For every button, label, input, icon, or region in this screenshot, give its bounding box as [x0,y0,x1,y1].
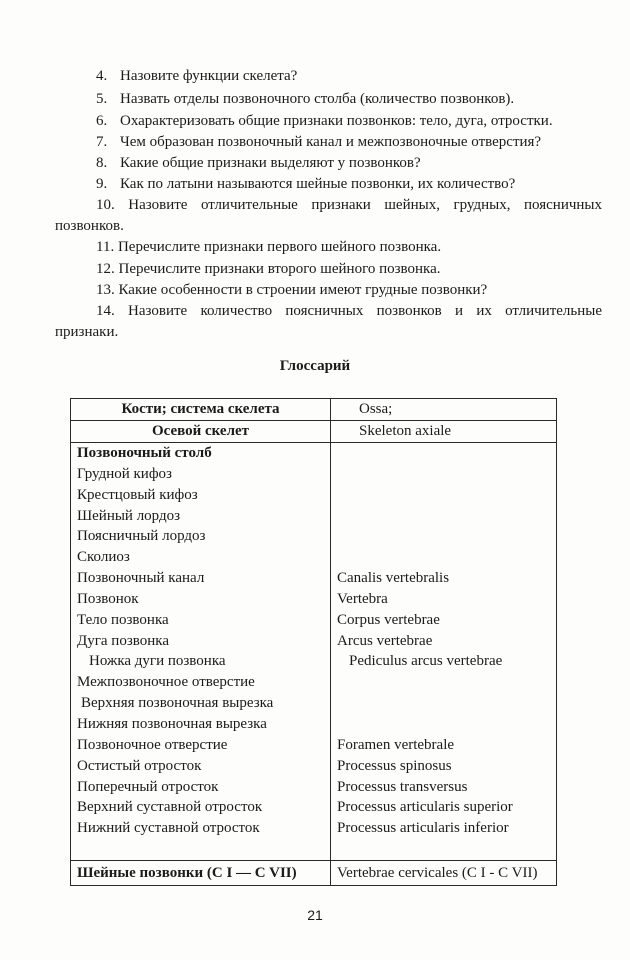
glossary-term-ru: Позвоночное отверстие [77,736,228,753]
glossary-term-ru: Позвоночный столб [77,445,212,461]
glossary-table [70,398,557,886]
question-text: Перечислите признаки второго шейного позвонка. [118,261,441,277]
glossary-term-la [337,443,550,464]
page-number: 21 [307,907,323,923]
question-item [96,259,441,279]
question-continuation: позвонков. [55,218,124,234]
glossary-la-header: Skeleton axiale [331,421,557,443]
question-item [96,301,602,321]
glossary-term-ru: Поперечный отросток [77,778,219,795]
question-number: 13. [96,282,115,298]
glossary-term-ru: Остистый отросток [77,757,202,774]
glossary-term-ru: Поясничный лордоз [77,528,206,545]
table-row [71,399,557,421]
glossary-term-ru: Шейные позвонки (C I — C VII) [71,860,331,885]
glossary-term-ru: Позвоночный канал [77,570,205,587]
glossary-term-la [337,672,550,693]
question-text: Назвать отделы позвоночного столба (количество позвонков). [120,91,515,107]
glossary-term-la [337,485,550,506]
glossary-term-la: Vertebrae cervicales (C I - C VII) [331,860,557,885]
glossary-term-la [337,464,550,485]
question-item [96,132,541,152]
glossary-term-la [337,506,550,527]
glossary-term-la [337,714,550,735]
question-number: 9. [96,176,108,192]
glossary-term-ru: Ножка дуги позвонка [89,653,226,670]
table-row [71,443,557,861]
glossary-term-la: Arcus vertebrae [337,632,433,649]
glossary-title: Глоссарий [279,358,351,374]
glossary-term-ru: Дуга позвонка [77,632,169,649]
glossary-term-la: Processus spinosus [337,757,452,774]
question-number: 4. [96,68,108,84]
question-number: 8. [96,155,108,171]
glossary-term-la: Foramen vertebrale [337,736,455,753]
table-row [71,860,557,885]
glossary-term-la [337,693,550,714]
question-item [96,66,297,86]
blank-line [337,839,550,860]
question-number: 6. [96,113,108,129]
glossary-term-la: Vertebra [337,590,388,607]
question-text: Назовите отличительные признаки шейных, грудных, поясничных [128,197,603,213]
question-item [96,195,602,215]
question-text: Назовите количество поясничных позвонков и их отличительные [128,303,603,319]
question-number: 10. [96,197,115,213]
glossary-term-la: Pediculus arcus vertebrae [349,653,503,670]
question-item [96,89,514,109]
glossary-term-la: Corpus vertebrae [337,611,440,628]
glossary-term-ru: Крестцовый кифоз [77,486,198,503]
question-item [96,153,421,173]
glossary-term-la: Canalis vertebralis [337,570,450,587]
question-text: Назовите функции скелета? [120,68,298,84]
glossary-term-la [337,526,550,547]
question-text: Перечислите признаки первого шейного позвонка. [117,239,442,255]
glossary-term-ru: Тело позвонка [77,611,169,628]
glossary-ru-header: Кости; система скелета [71,399,331,421]
glossary-term-ru: Верхний суставной отросток [77,799,263,816]
blank-line [77,839,324,860]
glossary-term-ru: Позвонок [77,590,139,607]
question-number: 11. [96,239,115,255]
glossary-term-ru: Межпозвоночное отверстие [77,674,255,691]
glossary-la-column [331,443,557,861]
glossary-term-ru: Шейный лордоз [77,507,181,524]
question-text: Чем образован позвоночный канал и межпозвоночные отверстия? [120,134,542,150]
question-text: Какие особенности в строении имеют грудные позвонки? [118,282,488,298]
question-number: 5. [96,91,108,107]
glossary-term-ru: Грудной кифоз [77,465,172,482]
question-number: 14. [96,303,115,319]
glossary-term-la: Processus transversus [337,778,468,795]
glossary-ru-column [71,443,331,861]
glossary-term-ru: Нижняя позвоночная вырезка [77,715,267,732]
question-item [96,237,441,257]
question-text: Охарактеризовать общие признаки позвонков: тело, дуга, отростки. [120,113,553,129]
glossary-term-la [337,547,550,568]
glossary-term-la: Processus articularis inferior [337,820,509,837]
glossary-la-header: Ossa; [331,399,557,421]
question-continuation: признаки. [55,324,119,340]
question-item [96,280,487,300]
question-number: 7. [96,134,108,150]
glossary-term-ru: Сколиоз [77,549,130,566]
question-text: Как по латыни называются шейные позвонки, их количество? [120,176,516,192]
glossary-term-la: Processus articularis superior [337,799,513,816]
question-number: 12. [96,261,115,277]
glossary-term-ru: Нижний суставной отросток [77,820,260,837]
table-row [71,421,557,443]
question-text: Какие общие признаки выделяют у позвонков? [120,155,421,171]
glossary-term-ru: Верхняя позвоночная вырезка [81,695,274,712]
question-item [96,174,515,194]
question-item [96,111,553,131]
glossary-ru-header: Осевой скелет [71,421,331,443]
